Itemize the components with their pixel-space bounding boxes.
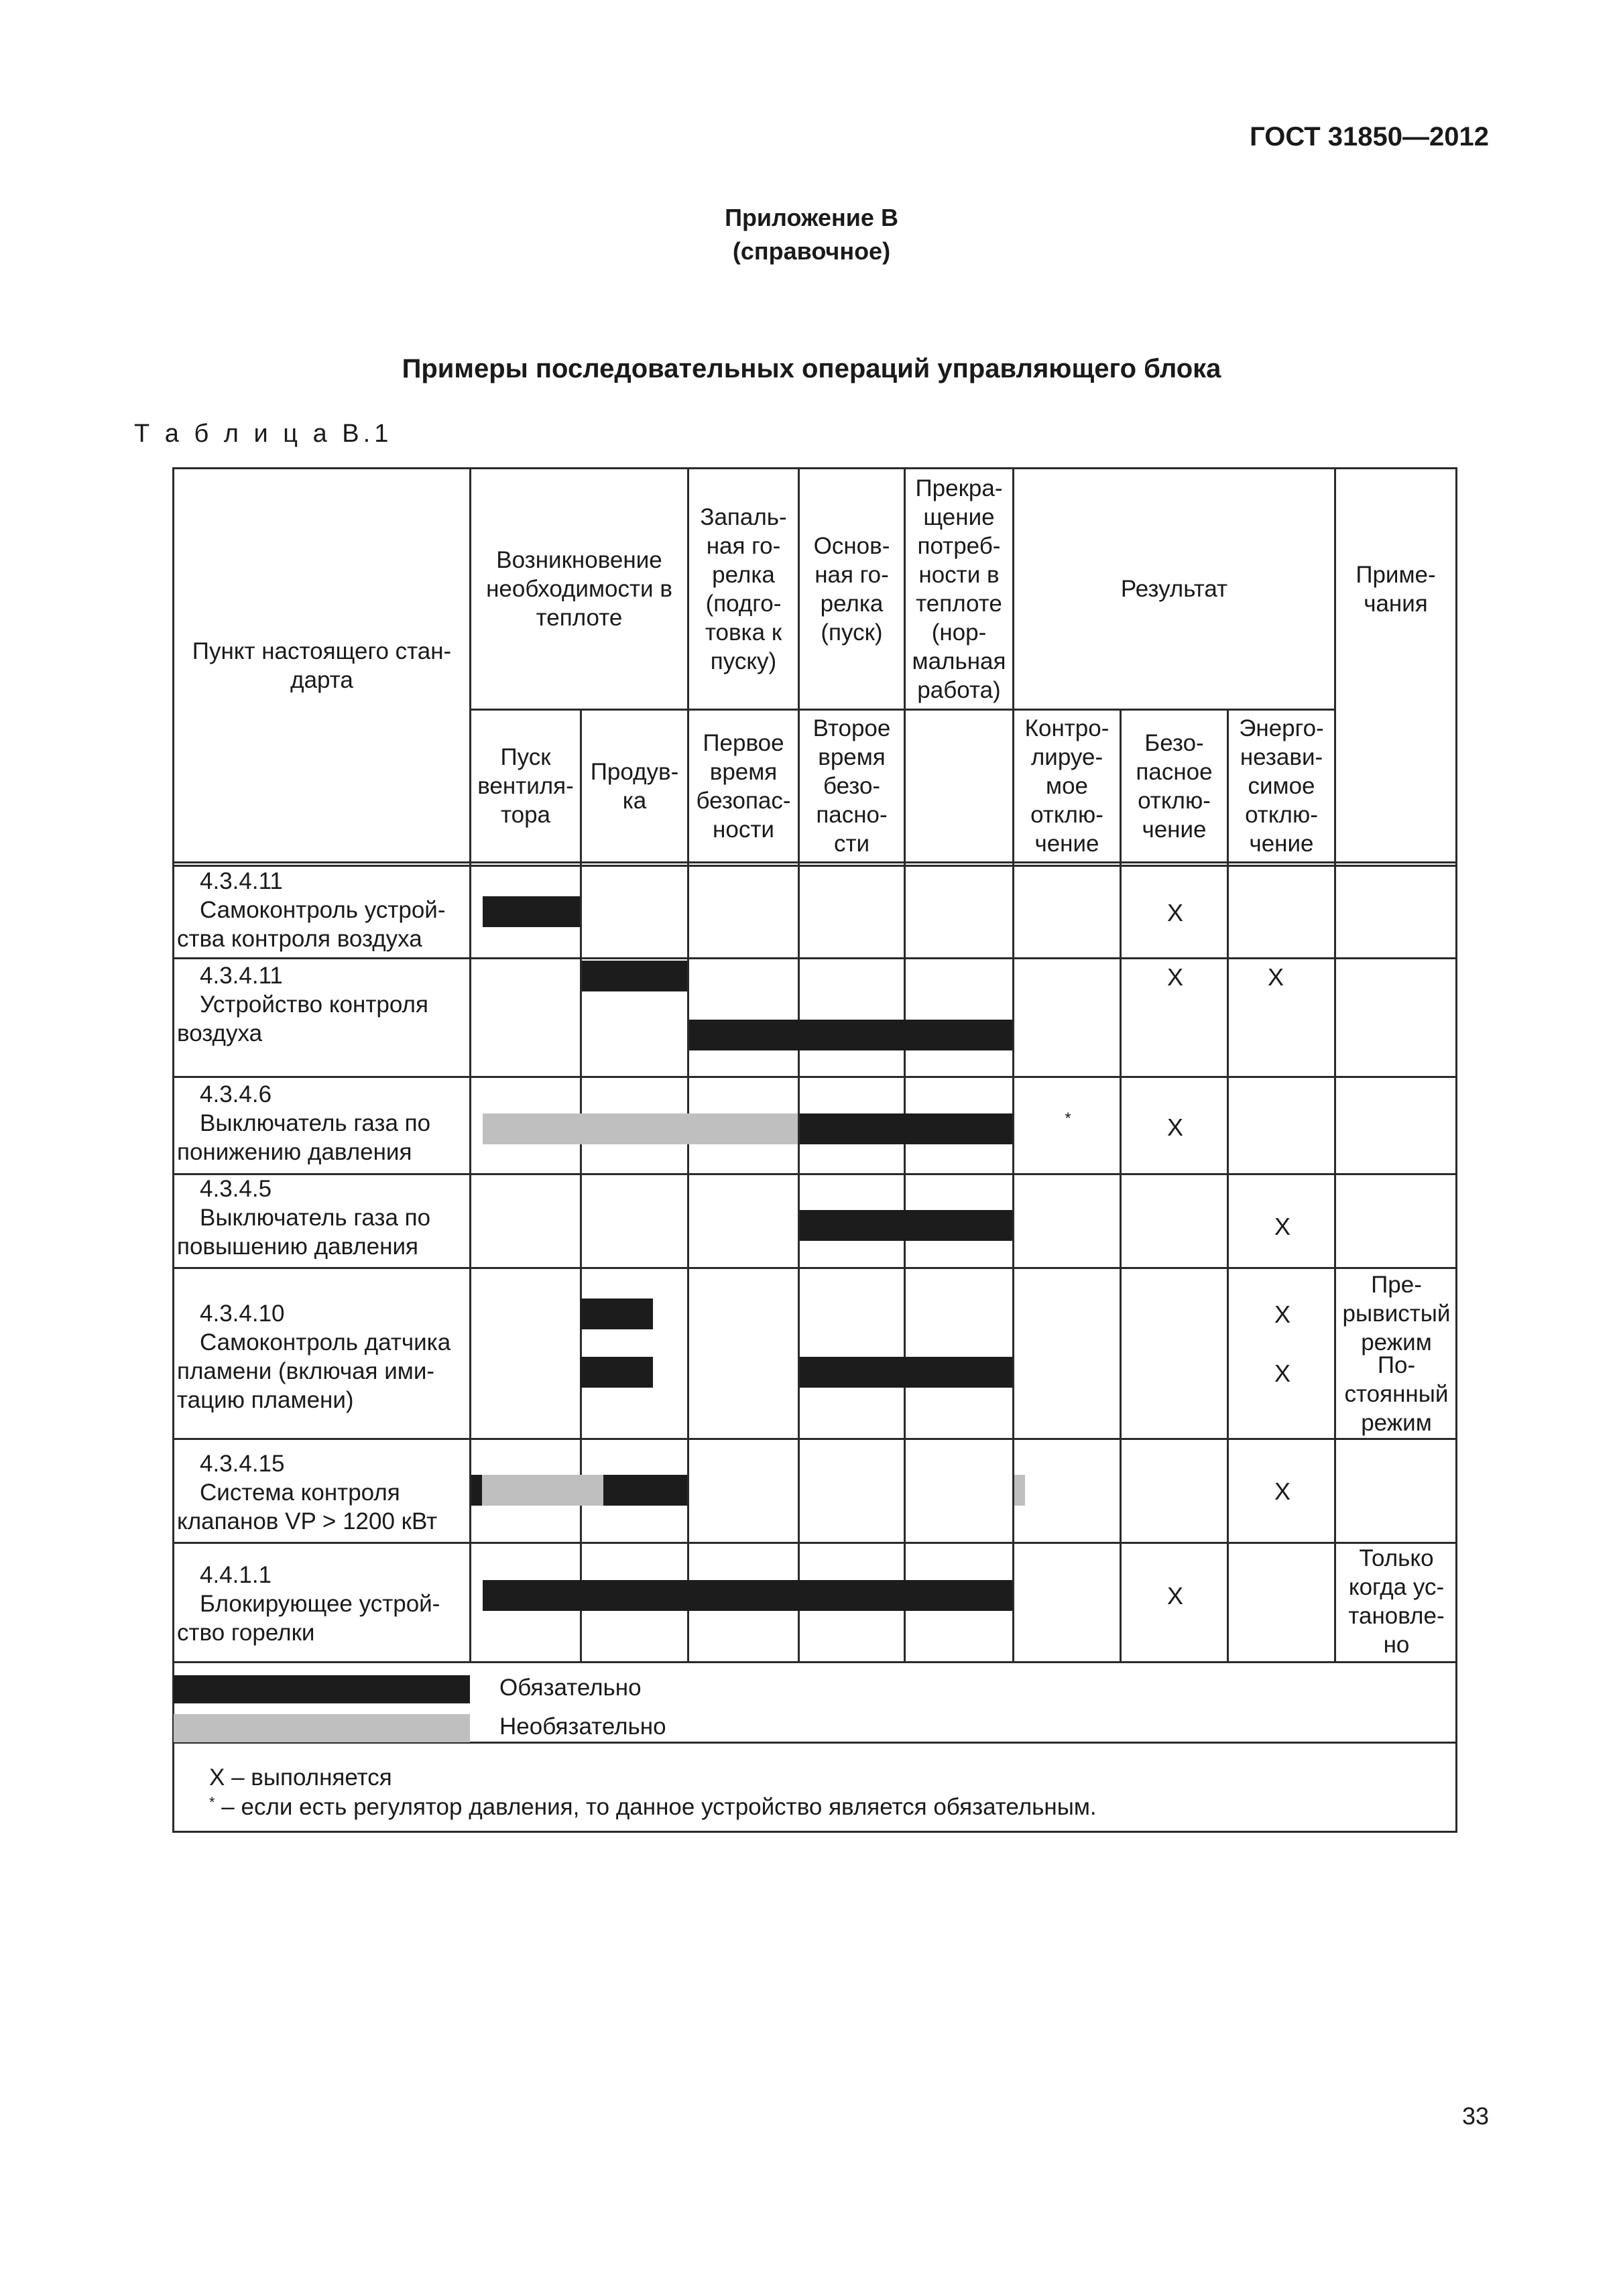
standard-number: ГОСТ 31850—2012: [1250, 122, 1489, 152]
row-7-note: Только когда ус- тановле- но: [1348, 1545, 1445, 1658]
col-item-header: Пункт настоящего стан- дарта: [192, 638, 452, 693]
legend-optional-swatch: [174, 1714, 470, 1742]
col-controlled-header: Контро- лируе- мое отклю- чение: [1024, 715, 1109, 857]
row-3-safety-x: X: [1166, 1113, 1183, 1141]
col-second-safety-header: Второе время безо- пасно- сти: [813, 715, 891, 857]
appendix-heading: [0, 201, 1623, 268]
row-6-bar-mandatory: [603, 1475, 687, 1506]
col-pilot-header: Запаль- ная го- релка (подго- товка к пуску): [700, 503, 787, 674]
row-5-bar-purge-1: [581, 1298, 653, 1329]
row-5-bar-main: [800, 1357, 1012, 1388]
row-6-nonvol-x: X: [1274, 1477, 1290, 1505]
row-4-text: Выключатель газа по повышению давления: [177, 1205, 431, 1260]
row-2-bar-purge: [582, 961, 687, 991]
row-1-safety-x: X: [1166, 899, 1183, 926]
row-5-note-continuous: По- стоянный режим: [1344, 1352, 1449, 1436]
col-notes-header: Приме- чания: [1356, 561, 1436, 617]
legend-mandatory-label: Обязательно: [499, 1675, 642, 1701]
col-purge-header: Продув- ка: [590, 758, 679, 814]
row-5-num: 4.3.4.10: [200, 1301, 285, 1327]
row-2-nonvol-x: X: [1267, 963, 1284, 991]
row-3-num: 4.3.4.6: [200, 1081, 272, 1107]
row-6-text: Система контроля клапанов VP > 1200 кВт: [177, 1479, 438, 1534]
col-fan-start-header: Пуск вентиля- тора: [477, 744, 574, 828]
row-7-bar-mandatory: [483, 1580, 1012, 1611]
legend-optional-label: Необязательно: [499, 1713, 666, 1740]
row-6-bar-optional-end: [1014, 1475, 1025, 1506]
footnote-star: [209, 1794, 1097, 1821]
row-6-num: 4.3.4.15: [200, 1451, 285, 1477]
appendix-title: Приложение В: [725, 204, 898, 231]
row-3-bar-optional: [483, 1113, 798, 1144]
footnote-star-text: – если есть регулятор давления, то данное устройство является обязательным.: [215, 1794, 1097, 1820]
row-3-text: Выключатель газа по понижению давления: [177, 1110, 431, 1165]
col-stop-header: Прекра- щение потреб- ности в теплоте (нор- мальная работа): [912, 475, 1006, 703]
col-heat-demand-header: Возникновение необходимости в теплоте: [486, 547, 672, 631]
col-main-header: Основ- ная го- релка (пуск): [813, 532, 890, 646]
row-4-bar-mandatory: [800, 1210, 1012, 1241]
row-2-bar-pilot-main: [689, 1020, 1012, 1050]
row-7-text: Блокирующее устрой- ство горелки: [177, 1591, 440, 1646]
row-5-text: Самоконтроль датчика пламени (включая ими- тацию пламени): [177, 1329, 451, 1413]
row-2-safety-x: X: [1166, 963, 1183, 991]
col-nonvolatile-header: Энерго- незави- симое отклю- чение: [1239, 715, 1324, 857]
footnote-x: X – выполняется: [209, 1764, 392, 1791]
row-6-bar-start: [471, 1475, 482, 1506]
row-7-safety-x: X: [1166, 1582, 1183, 1610]
row-1-bar-mandatory: [483, 896, 580, 927]
row-4-nonvol-x: X: [1274, 1213, 1290, 1240]
row-5-nonvol-x-1: X: [1274, 1301, 1290, 1328]
page-title: Примеры последовательных операций управляющего блока: [402, 354, 1221, 383]
row-2-text: Устройство контроля воздуха: [177, 991, 428, 1046]
row-2-num: 4.3.4.11: [200, 963, 283, 989]
col-result-header: Результат: [1120, 576, 1228, 602]
row-5-note-intermittent: Пре- рывистый режим: [1342, 1272, 1451, 1355]
row-5-bar-purge-2: [581, 1357, 653, 1388]
row-6-bar-optional: [482, 1475, 603, 1506]
col-safety-off-header: Безо- пасное отклю- чение: [1136, 729, 1213, 843]
footnote-star-mark: *: [209, 1794, 215, 1811]
page-number: 33: [1461, 2102, 1489, 2130]
legend-mandatory-swatch: [174, 1675, 470, 1703]
row-3-footnote-mark: *: [1065, 1109, 1071, 1128]
row-1-text: Самоконтроль устрой- ства контроля воздуха: [177, 897, 446, 952]
row-5-nonvol-x-2: X: [1274, 1360, 1290, 1387]
table-label: Т а б л и ц а В.1: [134, 420, 393, 448]
row-3-bar-mandatory: [800, 1113, 1012, 1144]
appendix-subtitle: (справочное): [732, 237, 891, 265]
col-first-safety-header: Первое время безопас- ности: [696, 729, 791, 843]
row-4-num: 4.3.4.5: [200, 1176, 272, 1202]
row-1-num: 4.3.4.11: [200, 868, 283, 894]
row-7-num: 4.4.1.1: [200, 1562, 272, 1588]
